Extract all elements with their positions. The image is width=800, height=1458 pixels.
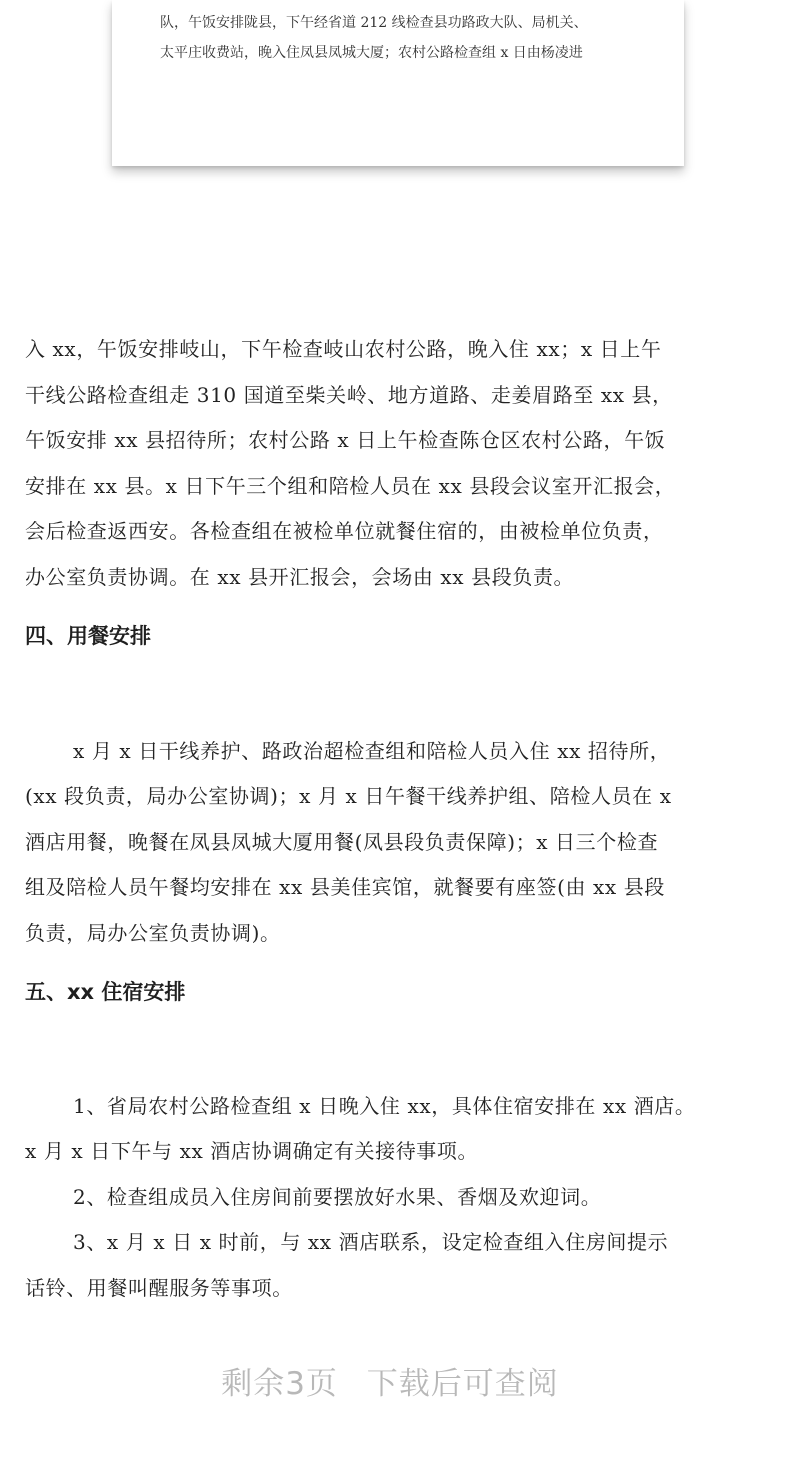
paragraph-line: 负责，局办公室负责协调)。 xyxy=(25,921,281,945)
preview-line: 队，午饭安排陇县，下午经省道 212 线检查县功路政大队、局机关、 xyxy=(160,15,588,31)
paragraph-line: x 月 x 日干线养护、路政治超检查组和陪检人员入住 xx 招待所， xyxy=(73,739,671,763)
preview-line: 太平庄收费站，晚入住凤县凤城大厦；农村公路检查组 x 日由杨凌进 xyxy=(160,45,583,61)
paragraph-line: 话铃、用餐叫醒服务等事项。 xyxy=(25,1276,293,1300)
remaining-pages-banner[interactable]: 剩余3页 下载后可查阅 xyxy=(221,1366,559,1402)
paragraph-line: 安排在 xx 县。x 日下午三个组和陪检人员在 xx 县段会议室开汇报会， xyxy=(25,474,676,498)
paragraph-line: 入 xx，午饭安排岐山，下午检查岐山农村公路，晚入住 xx；x 日上午 xyxy=(25,337,662,361)
preview-page-card xyxy=(112,0,684,166)
paragraph-line: (xx 段负责，局办公室协调)；x 月 x 日午餐干线养护组、陪检人员在 x xyxy=(25,784,672,808)
paragraph-line: 办公室负责协调。在 xx 县开汇报会，会场由 xx 县段负责。 xyxy=(25,565,575,589)
section-heading-meals: 四、用餐安排 xyxy=(25,624,151,648)
paragraph-line: 干线公路检查组走 310 国道至柴关岭、地方道路、走姜眉路至 xx 县， xyxy=(25,383,673,407)
paragraph-line: 酒店用餐，晚餐在凤县凤城大厦用餐(凤县段负责保障)；x 日三个检查 xyxy=(25,830,659,854)
paragraph-line: 午饭安排 xx 县招待所；农村公路 x 日上午检查陈仓区农村公路，午饭 xyxy=(25,428,666,452)
paragraph-line: x 月 x 日下午与 xx 酒店协调确定有关接待事项。 xyxy=(25,1139,479,1163)
paragraph-line: 2、检查组成员入住房间前要摆放好水果、香烟及欢迎词。 xyxy=(73,1185,602,1209)
section-heading-lodging: 五、xx 住宿安排 xyxy=(25,980,186,1004)
paragraph-line: 组及陪检人员午餐均安排在 xx 县美佳宾馆，就餐要有座签(由 xx 县段 xyxy=(25,875,665,899)
paragraph-line: 3、x 月 x 日 x 时前，与 xx 酒店联系，设定检查组入住房间提示 xyxy=(73,1230,669,1254)
paragraph-line: 会后检查返西安。各检查组在被检单位就餐住宿的，由被检单位负责， xyxy=(25,519,664,543)
paragraph-line: 1、省局农村公路检查组 x 日晚入住 xx，具体住宿安排在 xx 酒店。 xyxy=(73,1094,696,1118)
